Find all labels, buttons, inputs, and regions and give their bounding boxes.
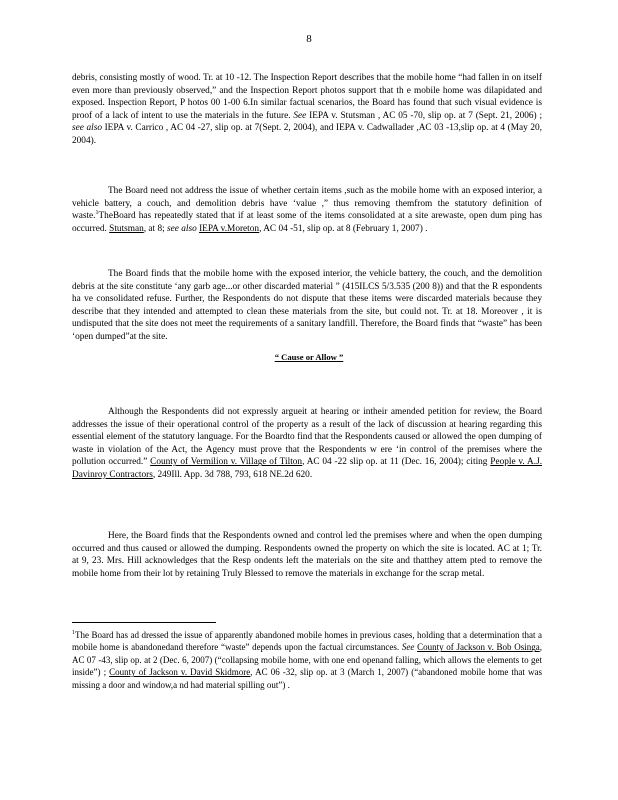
see-signal: See: [293, 110, 307, 121]
footnote-text-a: The Board has ad dressed the issue of apparently abandoned mobile homes in previous cases, holding that a determination that a mobile home is abandonedand therefore “waste” depends upon the factual circumstances.: [72, 630, 542, 653]
section-heading-text: “ Cause or Allow ”: [274, 352, 344, 362]
case-name-davinroy: People v. A.J. Davinroy Contractors: [72, 457, 543, 480]
footnote-divider: [72, 622, 216, 623]
paragraph-1-text: debris, consisting mostly of wood. Tr. at 10 -12. The Inspection Report describes that the mobile home “had fallen in on itself even more than previously observed,” and the Inspection Report photos support that th e mobile home was dilapidated and exposed. Inspection Report, P hotos 00 1-00 6.In similar factual scenarios, the Board has found that such visual evidence is proof of a lack of intent to use the materials in the future.: [72, 73, 542, 121]
case-name-osinga: County of Jackson v. Bob Osinga: [417, 642, 540, 653]
paragraph-2-text-a: The Board need not address the issue of whether certain items ,such as the mobile home with an exposed interior, a vehicle battery, a couch, and demolition debris have ‘value ,” thus removing themfrom the statutory definition of waste.: [72, 186, 542, 222]
paragraph-5: Here, the Board finds that the Respondents owned and control led the premises where and when the open dumping occurred and thus caused or allowed the dumping. Respondents owned the property on which the site is located. AC at 1; Tr. at 9, 23. Mrs. Hill acknowledges that the Resp ondents left the materials on the site and thatthey attem pted to remove the mobile home from their lot by retaining Truly Blessed to remove the materials in exchange for the scrap metal.: [72, 531, 542, 579]
footnote-marker: 1: [72, 630, 75, 636]
paragraph-2-text-b: TheBoard has repeatedly stated that if at least some of the items consolidated at a site arewaste, open dum ping has occurred.: [72, 211, 542, 234]
footnote-reference: 1: [95, 210, 99, 217]
case-name-stutsman: Stutsman: [109, 223, 144, 234]
paragraph-1: [72, 72, 542, 148]
see-signal: See: [401, 642, 415, 653]
paragraph-2-text-d: , AC 04 -51, slip op. at 8 (February 1, 2007) .: [259, 223, 428, 234]
paragraph-3: The Board finds that the mobile home with the exposed interior, the vehicle battery, the couch, and the demolition debris at the site constitute ‘any garb age...or other discarded material ” (415ILCS 5/3.535 (200 8)) and that the R espondents ha ve consolidated refuse. Further, the Respondents do not dispute that these items were discarded materials because they describe that they intended and attempted to clean these materials from the site, but could not. Tr. at 18. Moreover , it is undisputed that the site does not meet the requirements of a sanitary landfill. Therefore, the Board finds that “waste” has been ‘open dumped”at the site.: [72, 269, 542, 342]
footnote-text-b: , AC 07 -43, slip op. at 2 (Dec. 6, 2007) (“collapsing mobile home, with one end openand falling, which allows the elements to get inside”) ;: [72, 642, 542, 678]
page-number: 8: [306, 33, 312, 45]
paragraph-4: [72, 406, 542, 482]
paragraph-2: [72, 185, 542, 235]
paragraph-4-text-c: , 249Ill. App. 3d 788, 793, 618 NE.2d 620.: [152, 469, 313, 480]
see-also-signal: see also: [167, 223, 197, 234]
case-name-skidmore: County of Jackson v. David Skidmore: [109, 667, 251, 678]
footnote-text-c: , AC 06 -32, slip op. at 3 (March 1, 2007) (“abandoned mobile home that was missing a door and window,a nd had material spilling out”) .: [72, 667, 542, 690]
footnote-1: [72, 629, 542, 691]
see-also-signal: see also: [72, 123, 102, 134]
paragraph-4-text-b: , AC 04 -22 slip op. at 11 (Dec. 16, 2004); citing: [302, 457, 488, 468]
citation-stutsman: IEPA v. Stutsman , AC 05 -70, slip op. at 7 (Sept. 21, 2006) ;: [309, 110, 543, 121]
paragraph-2-text-c: , at 8;: [143, 223, 165, 234]
case-name-moreton: IEPA v.Moreton: [199, 223, 260, 234]
paragraph-4-text-a: Although the Respondents did not expressly argueit at hearing or intheir amended petition for review, the Board addresses the issue of their operational control of the property as a result of the lack of discussion at hearing regarding this essential element of the statutory language. For the Boardto find that the Respondents caused or allowed the open dumping of waste in violation of the Act, the Agency must prove that the Respondents w ere ‘in control of the premises where the pollution occurred.”: [72, 407, 542, 468]
case-name-vermilion: County of Vermilion v. Village of Tilton: [150, 457, 303, 468]
citation-carrico-cadwallader: IEPA v. Carrico , AC 04 -27, slip op. at 7(Sept. 2, 2004), and IEPA v. Cadwallader ,AC 03 -13,slip op. at 4 (May 20, 2004).: [72, 123, 542, 146]
section-heading: [0, 352, 618, 362]
